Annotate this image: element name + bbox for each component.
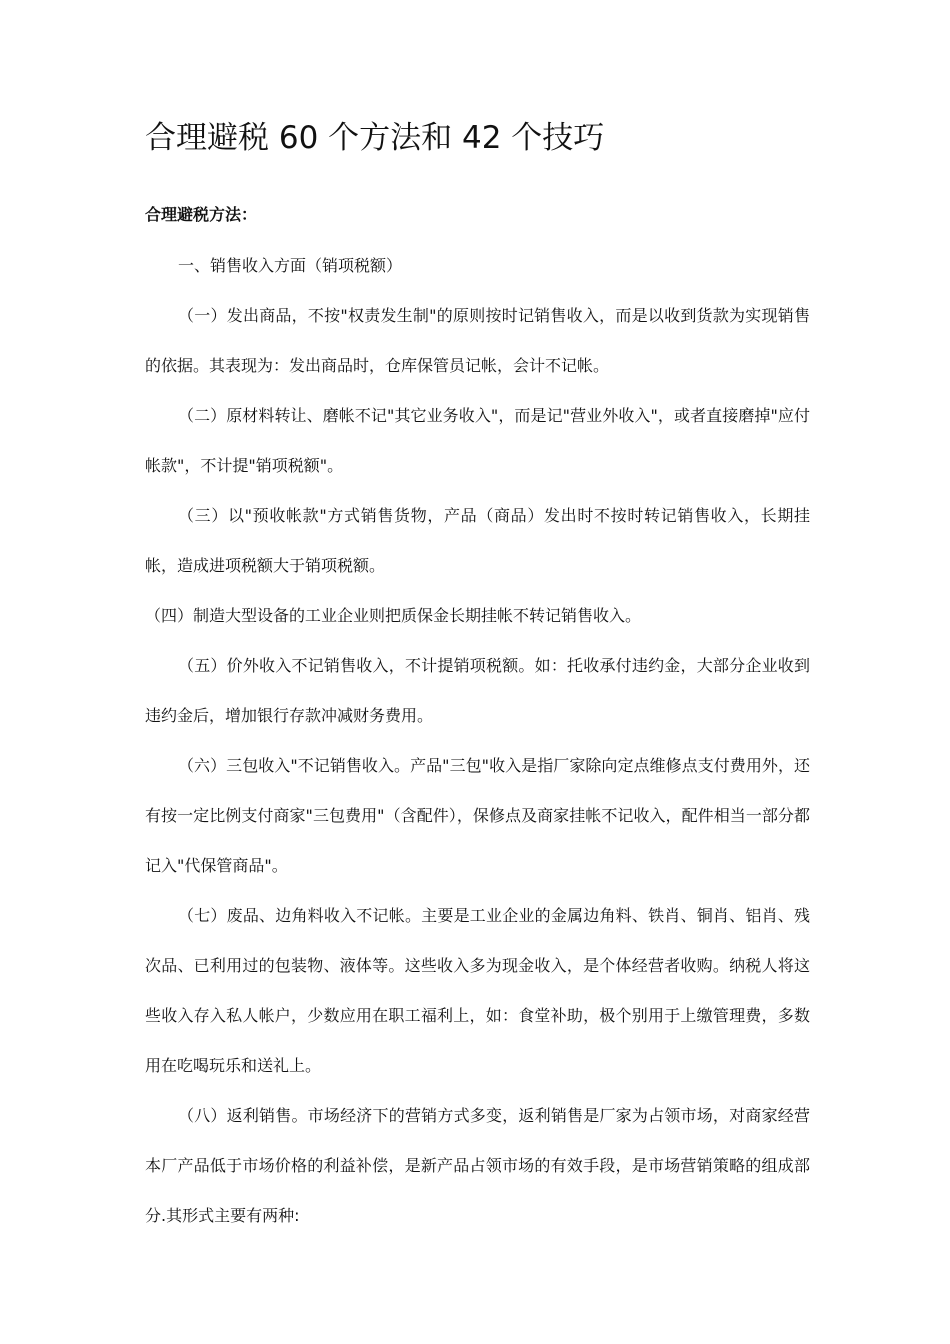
paragraph-item-1: （一）发出商品，不按"权责发生制"的原则按时记销售收入，而是以收到货款为实现销售的依据。其表现为：发出商品时，仓库保管员记帐，会计不记帐。 [145,306,810,375]
paragraph-item-6: （六）三包收入"不记销售收入。产品"三包"收入是指厂家除向定点维修点支付费用外，还有按一定比例支付商家"三包费用"（含配件），保修点及商家挂帐不记收入，配件相当一部分都记入"代保管商品"。 [145,756,810,875]
paragraph-item-3: （三）以"预收帐款"方式销售货物，产品（商品）发出时不按时转记销售收入，长期挂帐，造成进项税额大于销项税额。 [145,506,810,575]
paragraph-item-7: （七）废品、边角料收入不记帐。主要是工业企业的金属边角料、铁肖、铜肖、铝肖、残次品、已利用过的包装物、液体等。这些收入多为现金收入，是个体经营者收购。纳税人将这些收入存入私人帐户，少数应用在职工福利上，如：食堂补助，极个别用于上缴管理费，多数用在吃喝玩乐和送礼上。 [145,906,810,1075]
document-title: 合理避税 60 个方法和 42 个技巧 [145,120,605,156]
document-body [145,241,810,1241]
paragraph-item-5: （五）价外收入不记销售收入，不计提销项税额。如：托收承付违约金，大部分企业收到违约金后，增加银行存款冲减财务费用。 [145,656,810,725]
paragraph-item-8: （八）返利销售。市场经济下的营销方式多变，返利销售是厂家为占领市场，对商家经营本厂产品低于市场价格的利益补偿，是新产品占领市场的有效手段，是市场营销策略的组成部分.其形式主要有两种: [145,1106,810,1225]
section-heading: 合理避税方法： [145,205,258,224]
paragraph-item-2: （二）原材料转让、磨帐不记"其它业务收入"，而是记"营业外收入"，或者直接磨掉"应付帐款"，不计提"销项税额"。 [145,406,810,475]
paragraph-item-4: （四）制造大型设备的工业企业则把质保金长期挂帐不转记销售收入。 [145,606,642,625]
paragraph-sales-revenue-heading: 一、销售收入方面（销项税额） [178,256,403,275]
